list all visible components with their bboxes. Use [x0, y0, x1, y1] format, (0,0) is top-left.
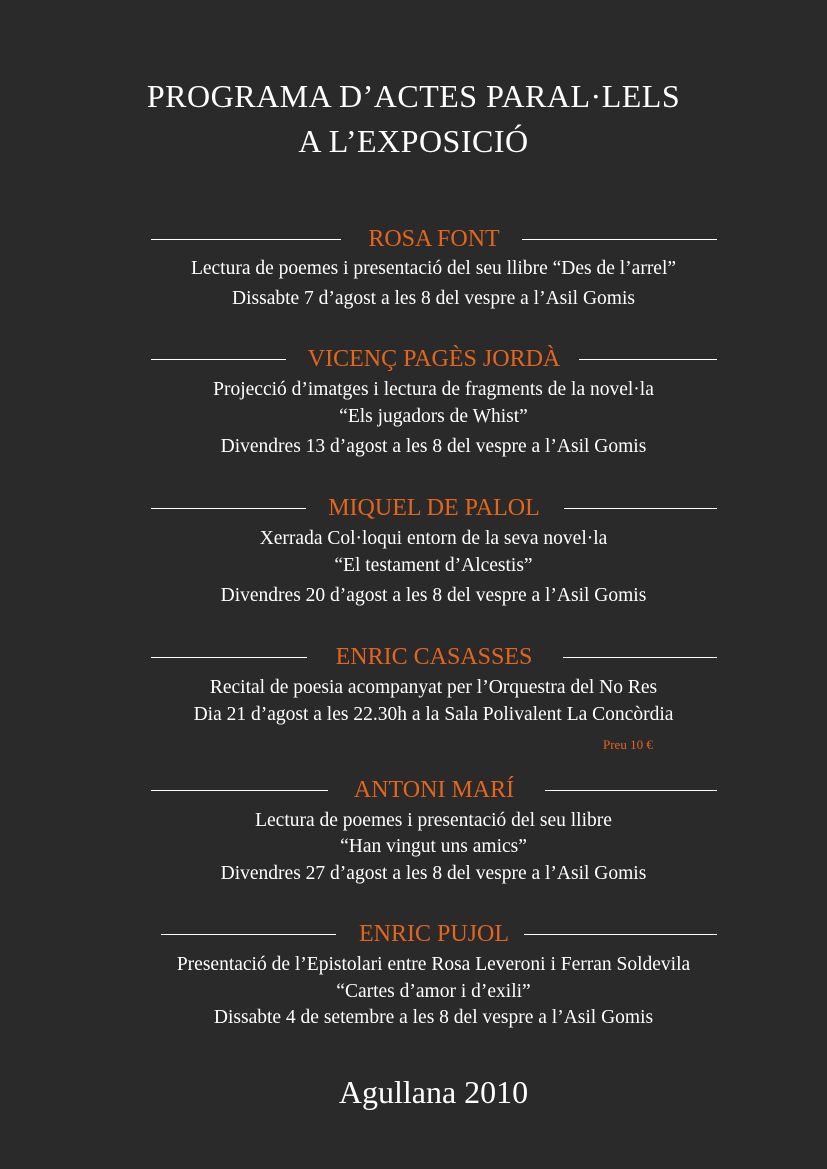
event-line: Divendres 13 d’agost a les 8 del vespre a l’Asil Gomis — [220, 436, 647, 457]
divider-right — [564, 508, 717, 509]
divider-right — [524, 934, 717, 935]
event-heading — [151, 345, 717, 375]
event-line: Dissabte 7 d’agost a les 8 del vespre a l’Asil Gomis — [232, 288, 635, 309]
event-line: “Cartes d’amor i d’exili” — [336, 981, 531, 1002]
event-line: Divendres 27 d’agost a les 8 del vespre a l’Asil Gomis — [220, 863, 647, 884]
event-name: ANTONI MARÍ — [353, 777, 515, 803]
event-line: “El testament d’Alcestis” — [334, 555, 533, 576]
divider-right — [563, 657, 717, 658]
footer-location-year: Agullana 2010 — [338, 1074, 529, 1110]
price-label: Preu 10 € — [603, 737, 653, 752]
event-name: ENRIC CASASSES — [335, 644, 533, 670]
event-line: Lectura de poemes i presentació del seu llibre — [255, 810, 612, 831]
event-name: ENRIC PUJOL — [358, 921, 509, 947]
event-line: Divendres 20 d’agost a les 8 del vespre a l’Asil Gomis — [220, 585, 647, 606]
event-line: Recital de poesia acompanyat per l’Orquestra del No Res — [209, 677, 658, 698]
page-title-line-2: A L’EXPOSICIÓ — [298, 123, 529, 159]
event-line: Projecció d’imatges i lectura de fragments de la novel·la — [213, 379, 654, 400]
divider-right — [522, 239, 717, 240]
event-heading — [151, 225, 717, 255]
event-line: Dia 21 d’agost a les 22.30h a la Sala Polivalent La Concòrdia — [193, 704, 674, 725]
divider-right — [579, 359, 717, 360]
event-heading — [151, 920, 717, 950]
page-title-line-1: PROGRAMA D’ACTES PARAL·LELS — [146, 78, 681, 114]
event-heading — [151, 643, 717, 673]
event-line: “Els jugadors de Whist” — [339, 406, 528, 427]
event-name: ROSA FONT — [368, 226, 500, 252]
event-line: Dissabte 4 de setembre a les 8 del vespre a l’Asil Gomis — [213, 1007, 654, 1028]
event-name: VICENÇ PAGÈS JORDÀ — [307, 346, 561, 372]
event-line: Lectura de poemes i presentació del seu llibre “Des de l’arrel” — [190, 258, 677, 279]
event-heading — [151, 776, 717, 806]
event-heading — [151, 494, 717, 524]
event-name: MIQUEL DE PALOL — [328, 495, 540, 521]
divider-right — [545, 790, 717, 791]
event-line: Presentació de l’Epistolari entre Rosa Leveroni i Ferran Soldevila — [176, 954, 691, 975]
event-line: Xerrada Col·loqui entorn de la seva novel·la — [259, 528, 608, 549]
event-line: “Han vingut uns amics” — [340, 836, 527, 857]
